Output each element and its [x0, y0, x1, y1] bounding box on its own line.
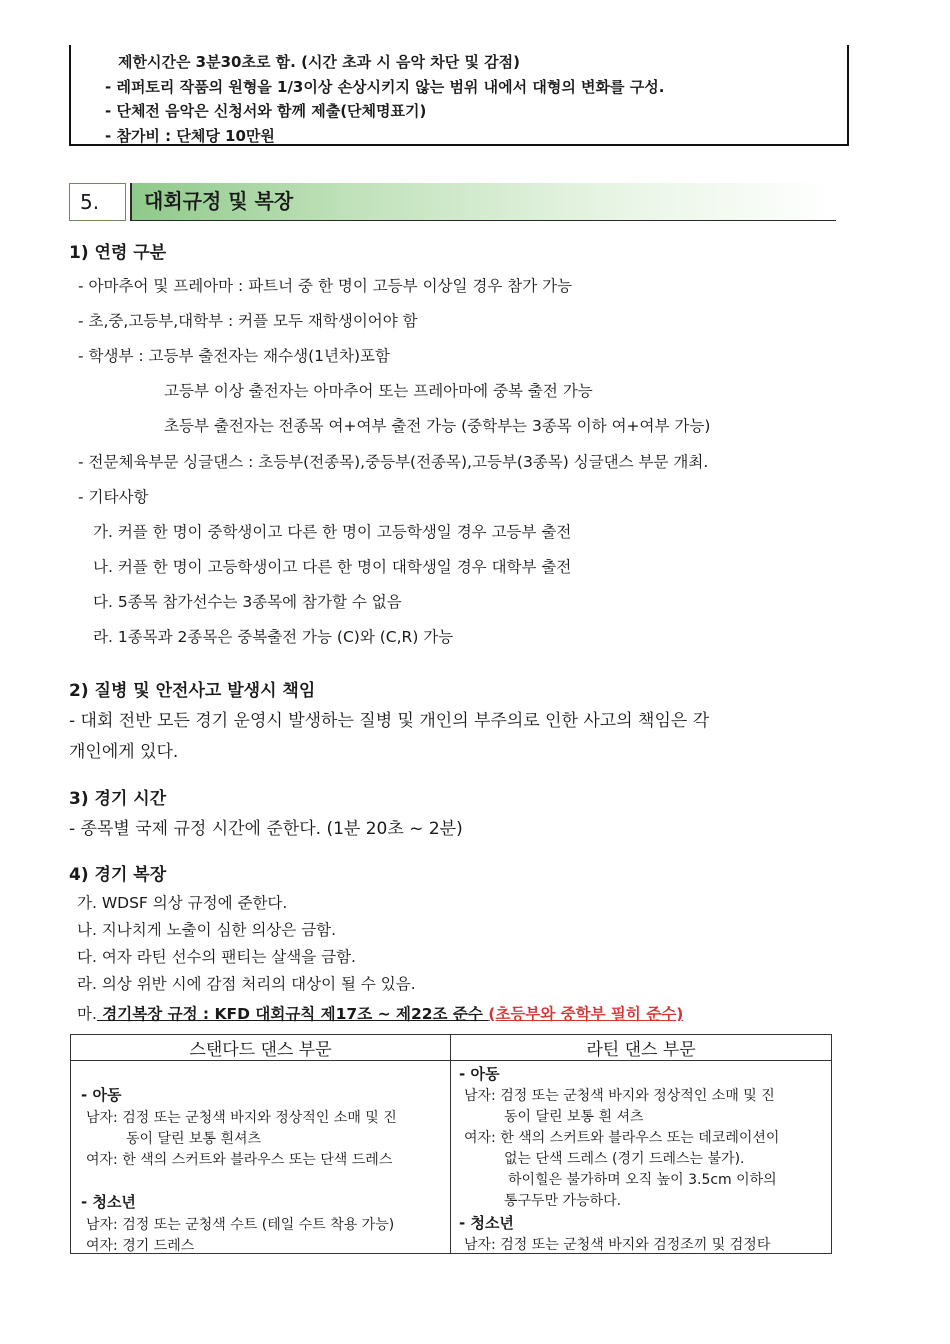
time-line: - 종목별 국제 규정 시간에 준한다. (1분 20초 ~ 2분) — [69, 819, 463, 839]
standard-line: 동이 달린 보통 흰셔츠 — [126, 1131, 262, 1147]
age-line: - 전문체육부문 싱글댄스 : 초등부(전종목),중등부(전종목),고등부(3종목) 싱글댄스 부문 개최. — [78, 453, 709, 471]
latin-youth-label: - 청소년 — [459, 1214, 514, 1232]
dress-heading: 4) 경기 복장 — [69, 865, 167, 885]
injury-line: 개인에게 있다. — [69, 742, 179, 762]
age-line: 다. 5종목 참가선수는 3종목에 참가할 수 없음 — [93, 593, 402, 611]
latin-line: 여자: 한 색의 스커트와 블라우스 또는 데코레이션이 — [464, 1130, 780, 1146]
standard-line: 남자: 검정 또는 군청색 수트 (테일 수트 착용 가능) — [86, 1217, 395, 1233]
dress-rule-text: 경기복장 규정 : KFD 대회규칙 제17조 ~ 제22조 준수 — [96, 1005, 489, 1023]
latin-child-label: - 아동 — [459, 1065, 500, 1083]
section-title: 대회규정 및 복장 — [130, 183, 836, 221]
age-line: 초등부 출전자는 전종목 여+여부 출전 가능 (중학부는 3종목 이하 여+여부 가능) — [164, 417, 711, 435]
latin-line: 남자: 검정 또는 군청색 바지와 정상적인 소매 및 진 — [464, 1088, 775, 1104]
latin-line: 통구두만 가능하다. — [504, 1193, 622, 1209]
age-line: - 아마추어 및 프레아마 : 파트너 중 한 명이 고등부 이상일 경우 참가 가능 — [78, 277, 573, 295]
group-music-line: - 단체전 음악은 신청서와 함께 제출(단체명표기) — [105, 102, 427, 120]
dress-line: 가. WDSF 의상 규정에 준한다. — [77, 894, 288, 912]
dress-rule-line — [77, 1002, 683, 1024]
previous-section-box — [69, 45, 849, 146]
injury-line: - 대회 전반 모든 경기 운영시 발생하는 질병 및 개인의 부주의로 인한 사고의 책임은 각 — [69, 711, 710, 731]
age-heading: 1) 연령 구분 — [69, 243, 167, 263]
dress-rule-prefix: 마. — [77, 1005, 97, 1023]
section-number: 5. — [69, 183, 126, 221]
injury-heading: 2) 질병 및 안전사고 발생시 책임 — [69, 681, 316, 701]
standard-line: 여자: 경기 드레스 — [86, 1238, 195, 1254]
latin-line: 하이힐은 불가하며 오직 높이 3.5cm 이하의 — [508, 1172, 777, 1188]
dress-rule-note: (초등부와 중학부 필히 준수) — [488, 1005, 684, 1023]
repertoire-line: - 레퍼토리 작품의 원형을 1/3이상 손상시키지 않는 범위 내에서 대형의 변화를 구성. — [105, 78, 665, 96]
standard-header: 스탠다드 댄스 부문 — [71, 1035, 451, 1061]
time-limit-line: 제한시간은 3분30초로 함. (시간 초과 시 음악 차단 및 감점) — [118, 53, 521, 71]
dress-code-table — [70, 1034, 832, 1254]
age-line: 고등부 이상 출전자는 아마추어 또는 프레아마에 중복 출전 가능 — [164, 382, 593, 400]
dress-line: 다. 여자 라틴 선수의 팬티는 살색을 금함. — [77, 948, 356, 966]
age-line: 가. 커플 한 명이 중학생이고 다른 한 명이 고등학생일 경우 고등부 출전 — [93, 523, 572, 541]
entry-fee-line: - 참가비 : 단체당 10만원 — [105, 127, 275, 145]
standard-child-label: - 아동 — [81, 1086, 122, 1104]
age-line: 나. 커플 한 명이 고등학생이고 다른 한 명이 대학생일 경우 대학부 출전 — [93, 558, 572, 576]
age-line: - 기타사항 — [78, 488, 149, 506]
age-line: - 학생부 : 고등부 출전자는 재수생(1년차)포함 — [78, 347, 390, 365]
standard-youth-label: - 청소년 — [81, 1193, 136, 1211]
latin-cell — [451, 1061, 832, 1254]
time-heading: 3) 경기 시간 — [69, 789, 167, 809]
standard-line: 여자: 한 색의 스커트와 블라우스 또는 단색 드레스 — [86, 1152, 393, 1168]
age-line: 라. 1종목과 2종목은 중복출전 가능 (C)와 (C,R) 가능 — [93, 628, 454, 646]
latin-line: 없는 단색 드레스 (경기 드레스는 불가). — [504, 1151, 745, 1167]
standard-line: 남자: 검정 또는 군청색 바지와 정상적인 소매 및 진 — [86, 1110, 397, 1126]
dress-line: 나. 지나치게 노출이 심한 의상은 금함. — [77, 921, 337, 939]
latin-line: 남자: 검정 또는 군청색 바지와 검정조끼 및 검정타 — [464, 1237, 771, 1253]
latin-header: 라틴 댄스 부문 — [451, 1035, 832, 1061]
dress-line: 라. 의상 위반 시에 감점 처리의 대상이 될 수 있음. — [77, 975, 416, 993]
standard-cell — [71, 1061, 451, 1254]
age-line: - 초,중,고등부,대학부 : 커플 모두 재학생이어야 함 — [78, 312, 418, 330]
latin-line: 동이 달린 보통 흰 셔츠 — [504, 1109, 644, 1125]
